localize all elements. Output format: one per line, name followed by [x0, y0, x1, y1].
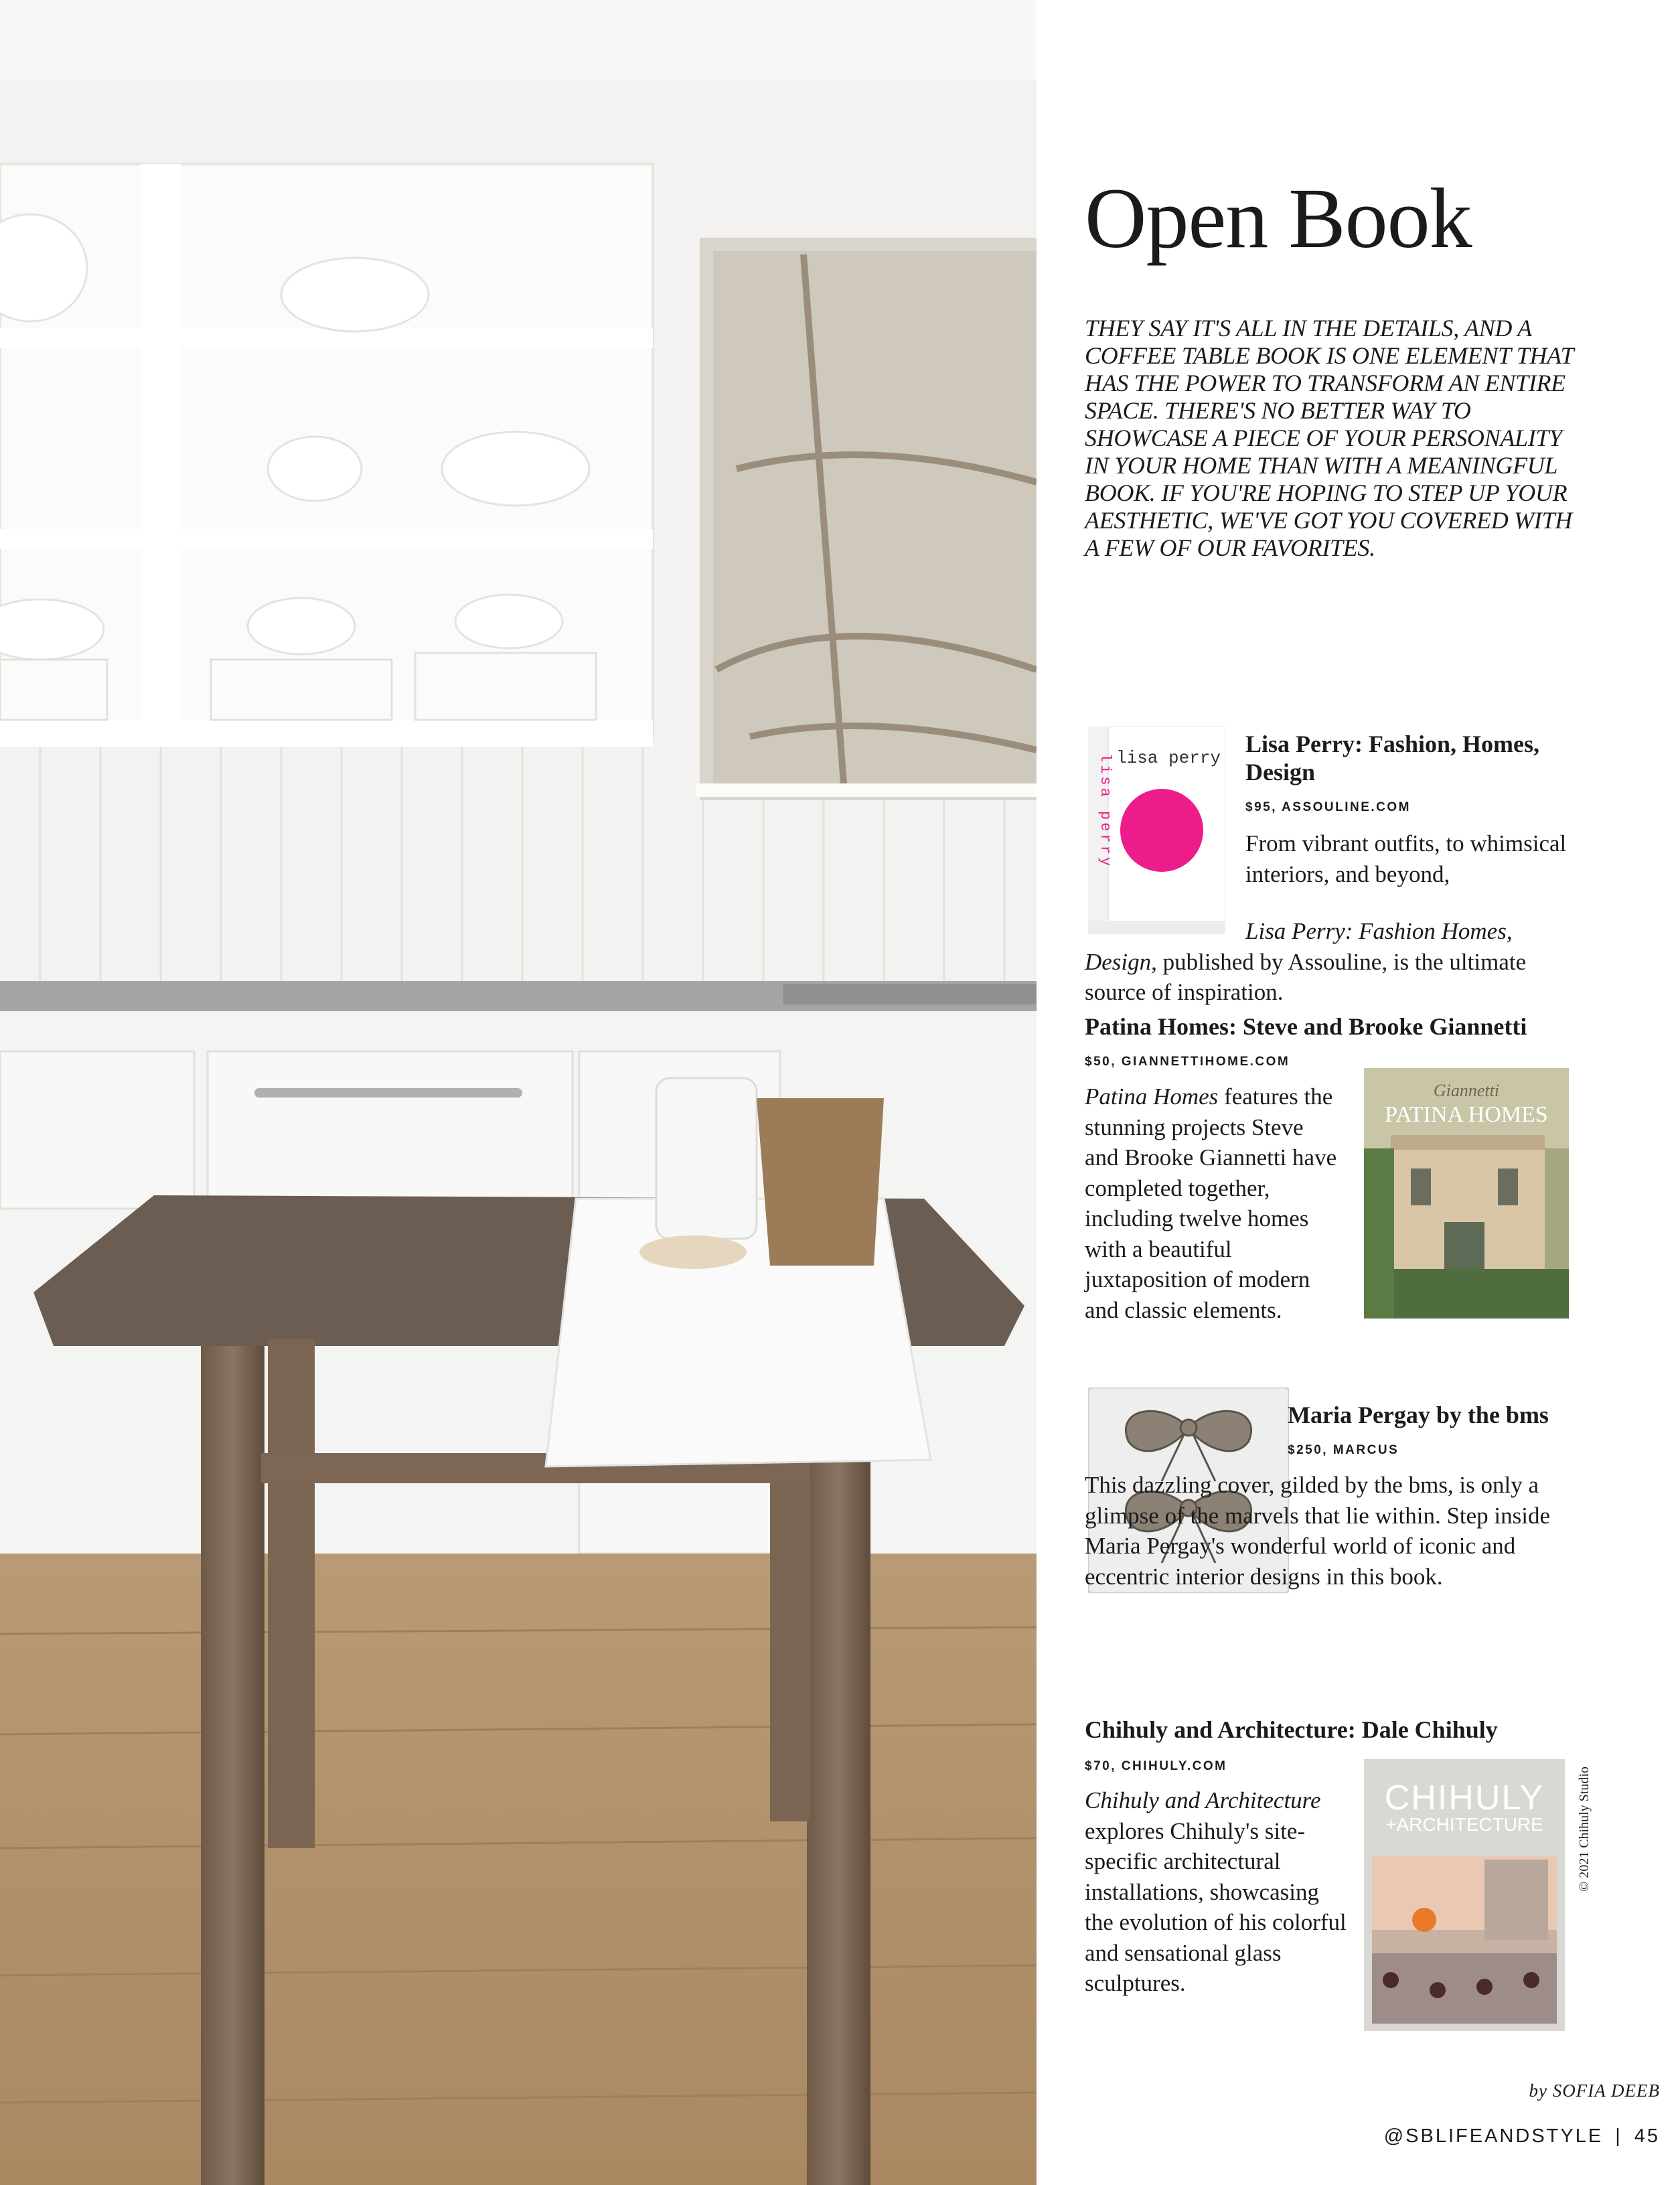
desc-text: This dazzling cover, gilded by the bms, is only a glimpse of the marvels that lie within. Step inside Maria Pergay's wonderful world of iconic and eccentric interior designs in this book. — [1085, 1472, 1551, 1590]
desc-lead: From vibrant outfits, to whimsical interiors, and beyond, — [1245, 830, 1567, 887]
book-price: $95, ASSOULINE.COM — [1245, 800, 1411, 814]
book-description-maria-pergay — [1085, 1470, 1594, 1592]
cover-title-chihuly: CHIHULY — [1384, 1779, 1545, 1817]
book-entry-lisa-perry — [1245, 730, 1567, 786]
book-title-maria-pergay: Maria Pergay by the bms — [1288, 1402, 1549, 1428]
footer-separator: | — [1615, 2125, 1622, 2147]
cover-title-patina: PATINA HOMES — [1385, 1102, 1548, 1127]
patina-homes-book-cover — [1364, 1068, 1569, 1318]
social-handle: @SBLIFEANDSTYLE — [1383, 2125, 1604, 2147]
desc-rest: explores Chihuly's site-specific architectural installations, showcasing the evolution of his colorful and sensational glass sculptures. — [1085, 1817, 1347, 1996]
cover-title-lisa-perry: lisa perry — [1116, 748, 1221, 768]
desc-rest: , published by Assouline, is the ultimate source of inspiration. — [1085, 948, 1527, 1005]
cover-script-patina: Giannetti — [1433, 1081, 1500, 1100]
book-title-chihuly: Chihuly and Architecture: Dale Chihuly — [1085, 1716, 1498, 1743]
desc-italic: Chihuly and Architecture — [1085, 1787, 1321, 1813]
book-price-chihuly: $70, CHIHULY.COM — [1085, 1759, 1227, 1773]
chihuly-book-cover — [1364, 1759, 1565, 2031]
article-intro: THEY SAY IT'S ALL IN THE DETAILS, AND A COFFEE TABLE BOOK IS ONE ELEMENT THAT HAS THE POWER TO TRANSFORM AN ENTIRE SPACE. THERE'S NO BETTER WAY TO SHOWCASE A PIECE OF YOUR PERSONALITY IN YOUR HOME THAN WITH A MEANINGFUL BOOK. IF YOU'RE HOPING TO STEP UP YOUR AESTHETIC, WE'VE GOT YOU COVERED WITH A FEW OF OUR FAVORITES. — [1085, 315, 1574, 561]
photo-credit: © 2021 Chihuly Studio — [1577, 1766, 1592, 1892]
book-description-cont — [1085, 916, 1580, 1008]
desc-italic: Patina Homes — [1085, 1083, 1219, 1110]
desc-rest: features the stunning projects Steve and Brooke Giannetti have completed together, including twelve homes with a beautiful juxtaposition of modern and classic elements. — [1085, 1083, 1337, 1323]
desc-italic: Lisa Perry: Fashion Homes, Design — [1085, 918, 1513, 975]
byline: by SOFIA DEEB — [1529, 2081, 1660, 2101]
book-title-patina: Patina Homes: Steve and Brooke Giannetti — [1085, 1013, 1527, 1040]
book-price-patina: $50, GIANNETTIHOME.COM — [1085, 1055, 1290, 1069]
book-description — [1085, 828, 1580, 889]
cover-subtitle-chihuly: +ARCHITECTURE — [1385, 1814, 1543, 1835]
cover-spine-lisa-perry: lisa perry — [1097, 753, 1114, 869]
book-title: Lisa Perry: Fashion, Homes, Design — [1245, 731, 1539, 785]
page-footer — [1384, 2125, 1660, 2148]
article-title: Open Book — [1085, 171, 1472, 266]
book-description-chihuly — [1085, 1785, 1353, 1999]
book-description-patina — [1085, 1081, 1338, 1325]
page-number: 45 — [1634, 2125, 1660, 2147]
book-price-maria-pergay: $250, MARCUS — [1288, 1443, 1399, 1457]
